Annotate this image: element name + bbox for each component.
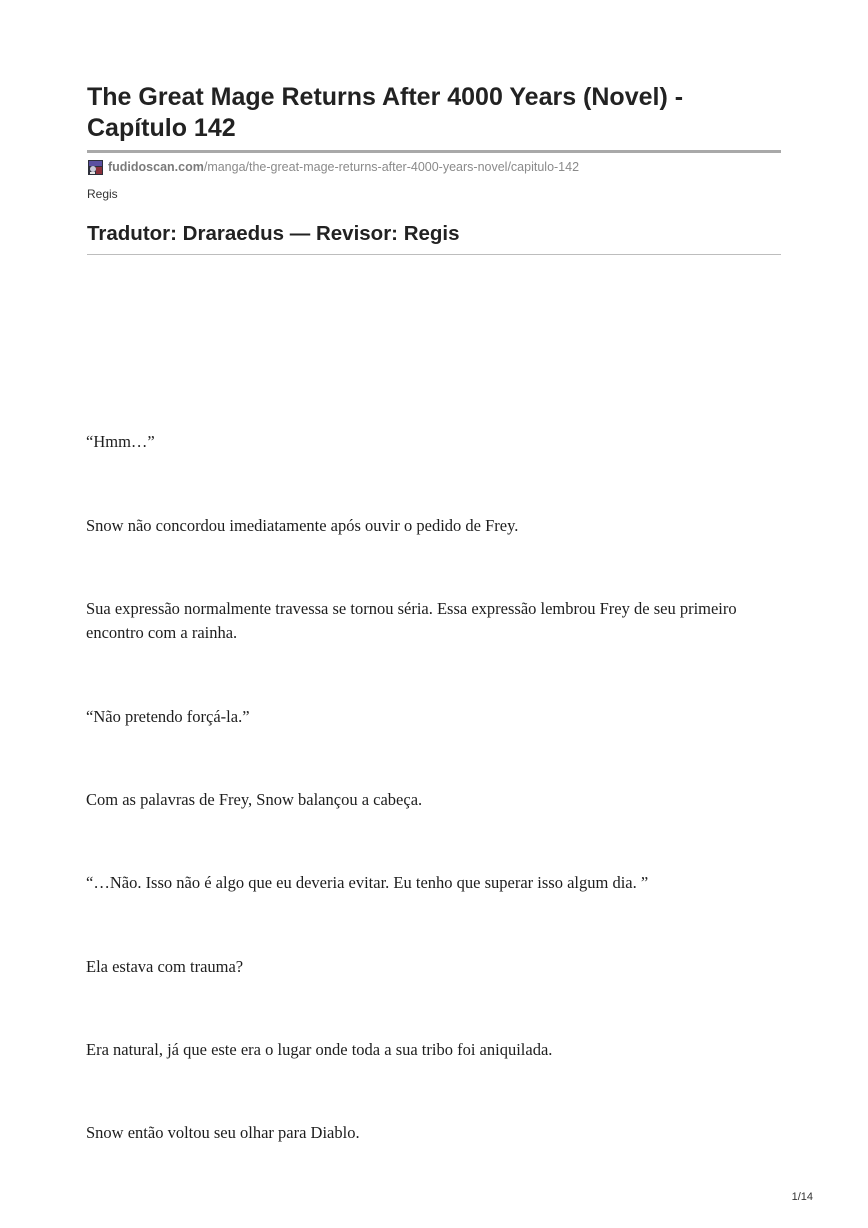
author-name: Regis bbox=[87, 187, 118, 201]
paragraph: “…Não. Isso não é algo que eu deveria evitar. Eu tenho que superar isso algum dia. ” bbox=[86, 873, 649, 892]
page-number: 1/14 bbox=[791, 1191, 813, 1203]
site-favicon-icon bbox=[88, 160, 103, 175]
title-divider bbox=[87, 150, 781, 153]
paragraph: “Hmm…” bbox=[86, 432, 155, 451]
paragraph: Ela estava com trauma? bbox=[86, 957, 244, 976]
source-url[interactable] bbox=[88, 159, 579, 175]
paragraph: Snow não concordou imediatamente após ouvir o pedido de Frey. bbox=[86, 516, 519, 535]
paragraph: Era natural, já que este era o lugar onde toda a sua tribo foi aniquilada. bbox=[86, 1040, 553, 1059]
credits-divider bbox=[87, 254, 781, 255]
page-title: The Great Mage Returns After 4000 Years (Novel) - Capítulo 142 bbox=[87, 83, 684, 142]
credits-heading: Tradutor: Draraedus — Revisor: Regis bbox=[87, 222, 460, 245]
paragraph: Snow então voltou seu olhar para Diablo. bbox=[86, 1123, 360, 1142]
source-domain: fudidoscan.com bbox=[108, 160, 204, 174]
paragraph: Sua expressão normalmente travessa se tornou séria. Essa expressão lembrou Frey de seu primeiro encontro com a rainha. bbox=[86, 599, 737, 642]
paragraph: Com as palavras de Frey, Snow balançou a cabeça. bbox=[86, 790, 423, 809]
paragraph: “Não pretendo forçá-la.” bbox=[86, 707, 250, 726]
source-path: /manga/the-great-mage-returns-after-4000-years-novel/capitulo-142 bbox=[203, 160, 580, 174]
